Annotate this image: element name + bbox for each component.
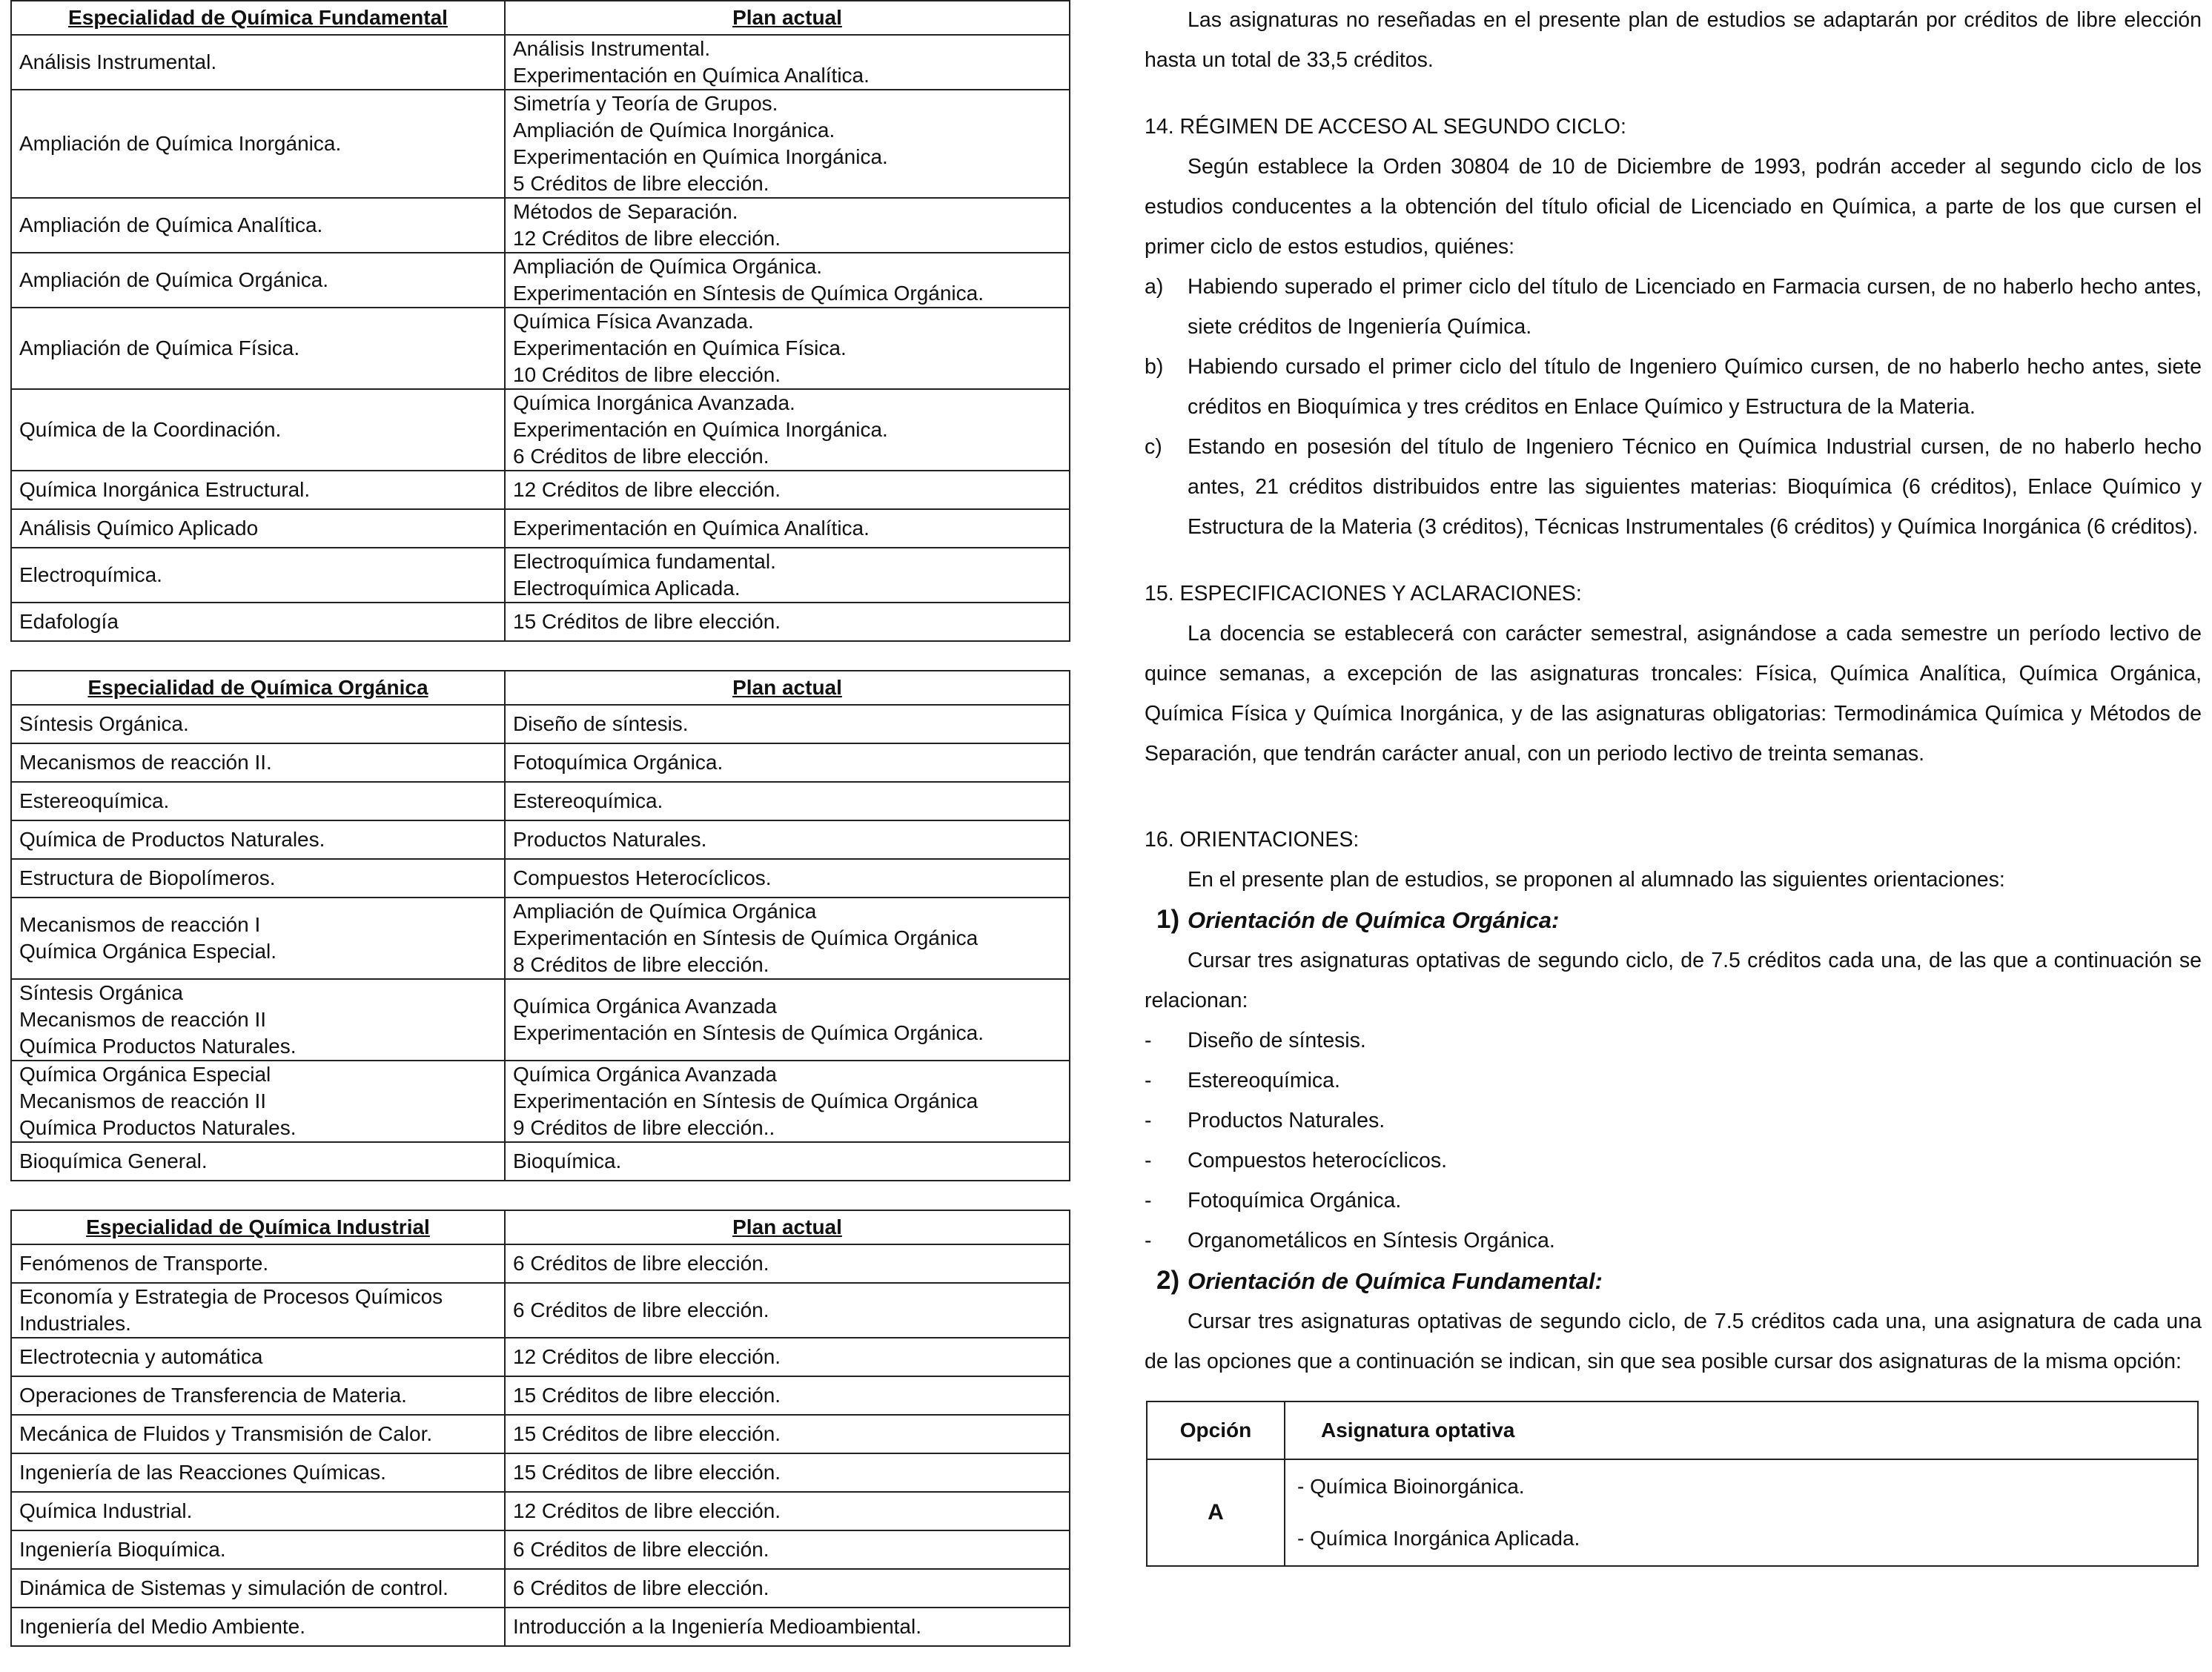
orientation-2-heading: 2) Orientación de Química Fundamental: [1156,1266,1603,1295]
plan-subject-cell [505,979,1070,1061]
cell-line: Mecanismos de reacción II [19,1008,267,1031]
plan-subject-cell [505,898,1070,979]
right-column [1145,0,2202,1567]
left-column [10,0,1070,1647]
cell-line: Ampliación de Química Física. [19,336,300,359]
cell-line: Simetría y Teoría de Grupos. [513,92,778,115]
specialty-column-header: Especialidad de Química Fundamental [11,1,505,35]
plan-subject-cell [505,1376,1070,1415]
table-row [11,1530,1070,1569]
plan-subject-cell [505,1061,1070,1142]
cell-line: Análisis Instrumental. [513,37,711,60]
table-row [11,1492,1070,1530]
cell-line: Ingeniería del Medio Ambiente. [19,1615,306,1638]
section-15-body: La docencia se establecerá con carácter semestral, asignándose a cada semestre un período lectivo de quince semanas, a excepción de las asignaturas troncales: Física, Química Analítica, Química Orgánica, Química Física y Química Inorgánica, y de las asignaturas obligatorias: Termodinámica Química y Métodos de Separación, que tendrán carácter anual, con un periodo lectivo de treinta semanas. [1145,622,2202,766]
cell-line: Química Industrial. [19,1499,193,1522]
plan-subject-cell [505,35,1070,90]
plan-subject-cell [505,90,1070,198]
cell-line: 15 Créditos de libre elección. [513,610,781,633]
plan-subject-cell [505,859,1070,898]
specialty-subject-cell [11,509,505,548]
plan-subject-cell [505,705,1070,743]
plan-subject-cell [505,471,1070,509]
cell-line: Experimentación en Síntesis de Química Orgánica. [513,282,984,305]
cell-line: Electroquímica Aplicada. [513,577,741,600]
list-item: - Fotoquímica Orgánica. [1145,1189,1402,1212]
section-16-intro: En el presente plan de estudios, se proponen al alumnado las siguientes orientaciones: [1188,868,2005,892]
specialty-subject-cell [11,1283,505,1338]
plan-subject-cell [505,509,1070,548]
plan-subject-cell [505,1492,1070,1530]
plan-subject-cell [505,1608,1070,1646]
specialty-subject-cell [11,1244,505,1283]
table-header-row [11,1210,1070,1244]
cell-line: Química Orgánica Avanzada [513,1063,777,1086]
option-column-header: Opción [1147,1401,1285,1459]
table-row [11,35,1070,90]
cell-line: Experimentación en Síntesis de Química Orgánica. [513,1021,984,1044]
list-item: b) Habiendo cursado el primer ciclo del título de Ingeniero Químico cursen, de no haberlo hecho antes, siete créditos en Bioquímica y tres créditos en Enlace Químico y Estructura de la Materia. [1145,355,2202,419]
table-row [11,1415,1070,1453]
cell-line: Electroquímica fundamental. [513,550,776,573]
plan-subject-cell [505,253,1070,308]
table-row [11,1453,1070,1492]
plan-column-header: Plan actual [505,1210,1070,1244]
cell-line: 15 Créditos de libre elección. [513,1461,781,1484]
table-row [11,198,1070,253]
plan-column-header: Plan actual [505,1,1070,35]
specialty-subject-cell [11,979,505,1061]
cell-line: Ampliación de Química Orgánica [513,900,817,923]
cell-line: Ampliación de Química Inorgánica. [19,132,342,155]
option-letter: A [1147,1459,1285,1566]
cell-line: Química Física Avanzada. [513,310,754,333]
table-row [1147,1459,2198,1566]
plan-subject-cell [505,1453,1070,1492]
cell-line: Bioquímica General. [19,1150,208,1172]
cell-line: Experimentación en Química Analítica. [513,517,870,540]
equivalence-table-industrial [10,1210,1070,1647]
cell-line: 10 Créditos de libre elección. [513,363,781,386]
option-table-header-row [1147,1401,2198,1459]
cell-line: Edafología [19,610,119,633]
cell-line: 12 Créditos de libre elección. [513,1345,781,1368]
cell-line: Experimentación en Química Analítica. [513,64,870,87]
cell-line: 9 Créditos de libre elección.. [513,1116,775,1139]
cell-line: Química Inorgánica Avanzada. [513,391,795,414]
cell-line: Dinámica de Sistemas y simulación de control. [19,1576,448,1599]
cell-line: Fotoquímica Orgánica. [513,751,723,774]
plan-subject-cell [505,1244,1070,1283]
section-14-list [1145,267,2202,547]
cell-line: Experimentación en Química Inorgánica. [513,145,888,168]
cell-line: Química Productos Naturales. [19,1035,297,1058]
specialty-subject-cell [11,198,505,253]
cell-line: Análisis Instrumental. [19,50,217,73]
cell-line: 5 Créditos de libre elección. [513,172,769,195]
plan-subject-cell [505,1415,1070,1453]
specialty-subject-cell [11,253,505,308]
specialty-subject-cell [11,1061,505,1142]
specialty-subject-cell [11,1142,505,1181]
table-row [11,1376,1070,1415]
cell-line: Estructura de Biopolímeros. [19,866,276,889]
plan-subject-cell [505,198,1070,253]
orientation-2-body: Cursar tres asignaturas optativas de segundo ciclo, de 7.5 créditos cada una, una asignatura de cada una de las opciones que a continuación se indican, sin que sea posible cursar dos asignaturas de la misma opción: [1145,1310,2202,1373]
cell-line: 8 Créditos de libre elección. [513,953,769,976]
cell-line: Química Orgánica Especial. [19,940,277,963]
table-row [11,820,1070,859]
list-item: c) Estando en posesión del título de Ingeniero Técnico en Química Industrial cursen, de no haberlo hecho antes, 21 créditos distribuidos entre las siguientes materias: Bioquímica (6 créditos), Enlace Químico y Estructura de la Materia (3 créditos), Técnicas Instrumentales (6 créditos) y Química Inorgánica (6 créditos). [1145,435,2202,539]
list-item: - Estereoquímica. [1145,1069,1340,1092]
subject-item: - Química Inorgánica Aplicada. [1297,1527,1580,1550]
cell-line: Mecánica de Fluidos y Transmisión de Calor. [19,1422,433,1445]
table-row [11,509,1070,548]
table-row [11,253,1070,308]
orientation-1-body: Cursar tres asignaturas optativas de segundo ciclo, de 7.5 créditos cada una, de las que a continuación se relacionan: [1145,949,2202,1012]
table-row [11,1061,1070,1142]
cell-line: Industriales. [19,1312,131,1335]
section-14-body: Según establece la Orden 30804 de 10 de Diciembre de 1993, podrán acceder al segundo ciclo de los estudios conducentes a la obtención del título oficial de Licenciado en Química, a parte de los que cursen el primer ciclo de estos estudios, quiénes: [1145,155,2202,259]
cell-line: Estereoquímica. [19,789,170,812]
specialty-subject-cell [11,820,505,859]
orientation-1-list [1145,1021,2202,1261]
specialty-subject-cell [11,1492,505,1530]
intro-paragraph: Las asignaturas no reseñadas en el presente plan de estudios se adaptarán por créditos de libre elección hasta un total de 33,5 créditos. [1145,8,2202,72]
specialty-subject-cell [11,859,505,898]
plan-subject-cell [505,603,1070,641]
list-item: - Diseño de síntesis. [1145,1029,1366,1052]
cell-line: Métodos de Separación. [513,200,738,223]
specialty-subject-cell [11,548,505,603]
specialty-subject-cell [11,471,505,509]
plan-subject-cell [505,1569,1070,1608]
specialty-subject-cell [11,1453,505,1492]
cell-line: 12 Créditos de libre elección. [513,1499,781,1522]
specialty-subject-cell [11,603,505,641]
specialty-subject-cell [11,743,505,782]
cell-line: Operaciones de Transferencia de Materia. [19,1384,407,1407]
specialty-subject-cell [11,1415,505,1453]
cell-line: 15 Créditos de libre elección. [513,1384,781,1407]
table-row [11,743,1070,782]
plan-subject-cell [505,1338,1070,1376]
cell-line: Ampliación de Química Analítica. [19,213,323,236]
plan-subject-cell [505,389,1070,471]
cell-line: Introducción a la Ingeniería Medioambiental. [513,1615,922,1638]
cell-line: 15 Créditos de libre elección. [513,1422,781,1445]
table-header-row [11,671,1070,705]
cell-line: Química de Productos Naturales. [19,828,325,851]
table-header-row [11,1,1070,35]
table-row [11,898,1070,979]
cell-line: Bioquímica. [513,1150,622,1172]
orientation-1-heading: 1) Orientación de Química Orgánica: [1156,905,1560,934]
table-row [11,603,1070,641]
plan-subject-cell [505,782,1070,820]
cell-line: 6 Créditos de libre elección. [513,1252,769,1275]
plan-subject-cell [505,548,1070,603]
cell-line: Experimentación en Síntesis de Química Orgánica [513,926,978,949]
cell-line: Química Inorgánica Estructural. [19,478,311,501]
table-row [11,308,1070,389]
cell-line: Electroquímica. [19,563,162,586]
option-subjects [1285,1459,2198,1566]
specialty-subject-cell [11,389,505,471]
specialty-subject-cell [11,1569,505,1608]
table-row [11,471,1070,509]
equivalence-table-organica [10,670,1070,1181]
section-16-title: 16. ORIENTACIONES: [1145,828,1360,852]
table-row [11,705,1070,743]
cell-line: Química de la Coordinación. [19,418,282,441]
cell-line: Economía y Estrategia de Procesos Químicos [19,1285,443,1308]
plan-column-header: Plan actual [505,671,1070,705]
table-row [11,1244,1070,1283]
table-row [11,782,1070,820]
subject-item: - Química Bioinorgánica. [1297,1475,1525,1498]
plan-subject-cell [505,820,1070,859]
specialty-column-header: Especialidad de Química Industrial [11,1210,505,1244]
cell-line: Electrotecnia y automática [19,1345,263,1368]
list-item: a) Habiendo superado el primer ciclo del título de Licenciado en Farmacia cursen, de no haberlo hecho antes, siete créditos de Ingeniería Química. [1145,275,2202,339]
table-row [11,1283,1070,1338]
cell-line: Mecanismos de reacción II. [19,751,272,774]
section-14-title: 14. RÉGIMEN DE ACCESO AL SEGUNDO CICLO: [1145,115,1626,139]
cell-line: Síntesis Orgánica. [19,712,189,735]
table-row [11,389,1070,471]
specialty-subject-cell [11,90,505,198]
equivalence-table-fundamental [10,0,1070,642]
cell-line: 6 Créditos de libre elección. [513,1538,769,1561]
cell-line: Ampliación de Química Orgánica. [19,268,329,291]
list-item: - Productos Naturales. [1145,1109,1385,1132]
cell-line: Compuestos Heterocíclicos. [513,866,772,889]
specialty-subject-cell [11,35,505,90]
specialty-column-header: Especialidad de Química Orgánica [11,671,505,705]
subject-column-header: Asignatura optativa [1285,1401,2198,1459]
table-row [11,1569,1070,1608]
cell-line: Síntesis Orgánica [19,981,183,1004]
cell-line: 6 Créditos de libre elección. [513,1298,769,1321]
cell-line: Química Orgánica Avanzada [513,995,777,1018]
cell-line: Fenómenos de Transporte. [19,1252,269,1275]
plan-subject-cell [505,743,1070,782]
cell-line: Mecanismos de reacción II [19,1089,267,1112]
cell-line: Ingeniería Bioquímica. [19,1538,226,1561]
plan-subject-cell [505,308,1070,389]
cell-line: Ampliación de Química Orgánica. [513,255,823,278]
specialty-subject-cell [11,308,505,389]
list-item: - Compuestos heterocíclicos. [1145,1149,1448,1172]
cell-line: Estereoquímica. [513,789,663,812]
cell-line: Experimentación en Síntesis de Química Orgánica [513,1089,978,1112]
cell-line: 12 Créditos de libre elección. [513,478,781,501]
cell-line: Experimentación en Química Física. [513,336,847,359]
specialty-subject-cell [11,1338,505,1376]
specialty-subject-cell [11,898,505,979]
table-row [11,1142,1070,1181]
table-row [11,1608,1070,1646]
cell-line: Análisis Químico Aplicado [19,517,259,540]
cell-line: Ampliación de Química Inorgánica. [513,119,835,142]
specialty-subject-cell [11,705,505,743]
table-row [11,1338,1070,1376]
table-row [11,548,1070,603]
cell-line: Diseño de síntesis. [513,712,689,735]
specialty-subject-cell [11,1376,505,1415]
table-row [11,979,1070,1061]
cell-line: Experimentación en Química Inorgánica. [513,418,888,441]
list-item: - Organometálicos en Síntesis Orgánica. [1145,1229,1555,1253]
section-15-title: 15. ESPECIFICACIONES Y ACLARACIONES: [1145,582,1582,606]
plan-subject-cell [505,1142,1070,1181]
specialty-subject-cell [11,782,505,820]
table-row [11,90,1070,198]
cell-line: 6 Créditos de libre elección. [513,445,769,468]
plan-subject-cell [505,1530,1070,1569]
cell-line: 12 Créditos de libre elección. [513,227,781,250]
table-row [11,859,1070,898]
cell-line: Ingeniería de las Reacciones Químicas. [19,1461,386,1484]
cell-line: Química Orgánica Especial [19,1063,271,1086]
specialty-subject-cell [11,1530,505,1569]
option-table [1146,1401,2199,1567]
cell-line: 6 Créditos de libre elección. [513,1576,769,1599]
cell-line: Productos Naturales. [513,828,707,851]
specialty-subject-cell [11,1608,505,1646]
plan-subject-cell [505,1283,1070,1338]
cell-line: Química Productos Naturales. [19,1116,297,1139]
cell-line: Mecanismos de reacción I [19,913,261,936]
